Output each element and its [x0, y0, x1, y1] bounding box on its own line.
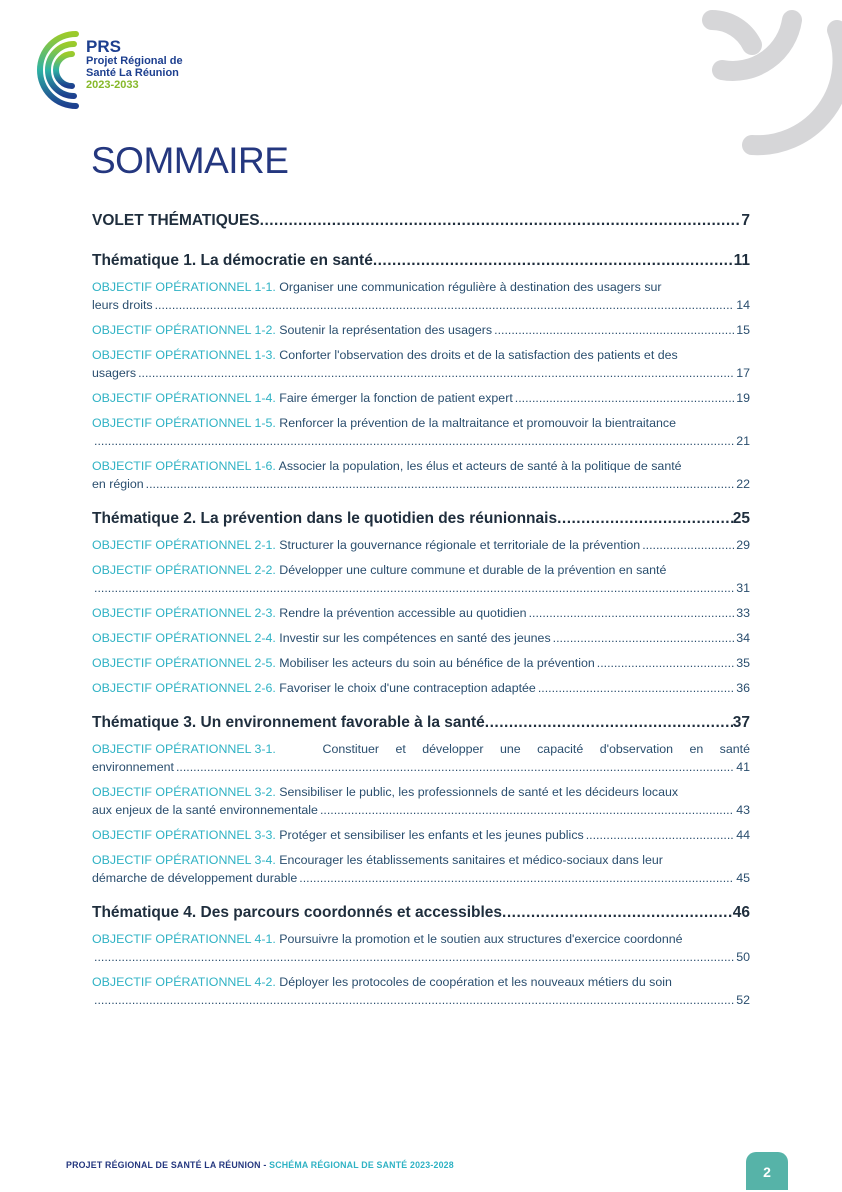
objective-title: Investir sur les compétences en santé des jeunes [279, 631, 551, 645]
toc-theme-2[interactable] [92, 510, 750, 528]
toc-theme-page: 25 [732, 510, 750, 527]
footer-left: PROJET RÉGIONAL DE SANTÉ LA RÉUNION - [66, 1160, 267, 1170]
objective-page: 41 [736, 760, 750, 774]
objective-code: OBJECTIF OPÉRATIONNEL 2-3. [92, 606, 276, 620]
objective-title-cont: démarche de développement durable [92, 871, 298, 885]
toc-objective-2-1[interactable] [92, 536, 750, 554]
leader-dots [94, 432, 734, 450]
objective-code: OBJECTIF OPÉRATIONNEL 3-3. [92, 828, 276, 842]
objective-page: 50 [736, 950, 750, 964]
leader-dots [515, 389, 734, 407]
leader-dots [94, 579, 734, 597]
logo-text [86, 38, 183, 92]
objective-title-cont: environnement [92, 760, 174, 774]
leader-dots [494, 321, 734, 339]
toc-objective-1-6[interactable] [92, 457, 750, 493]
logo-title: PRS [86, 37, 121, 56]
objective-title-cont: en région [92, 477, 144, 491]
objective-code: OBJECTIF OPÉRATIONNEL 1-3. [92, 348, 276, 362]
objective-code: OBJECTIF OPÉRATIONNEL 2-5. [92, 656, 276, 670]
toc-objective-3-3[interactable] [92, 826, 750, 844]
objective-code: OBJECTIF OPÉRATIONNEL 1-2. [92, 323, 276, 337]
toc-objective-1-1[interactable] [92, 278, 750, 314]
objective-page: 44 [736, 828, 750, 842]
objective-page: 19 [736, 391, 750, 405]
table-of-contents [92, 212, 750, 1009]
objective-code: OBJECTIF OPÉRATIONNEL 1-1. [92, 280, 276, 294]
toc-objective-2-4[interactable] [92, 629, 750, 647]
toc-volet[interactable] [92, 212, 750, 230]
leader-dots [138, 364, 734, 382]
toc-theme-label: Thématique 4. Des parcours coordonnés et accessibles [92, 904, 503, 921]
objective-page: 17 [736, 366, 750, 380]
leader-dots [94, 991, 734, 1009]
leader-dots [146, 475, 735, 493]
toc-objective-2-2[interactable] [92, 561, 750, 597]
objective-page: 31 [736, 581, 750, 595]
toc-volet-page: 7 [741, 212, 750, 229]
objective-title-cont: leurs droits [92, 298, 153, 312]
objective-page: 36 [736, 681, 750, 695]
objective-title: Mobiliser les acteurs du soin au bénéfice de la prévention [279, 656, 595, 670]
toc-theme-label: Thématique 2. La prévention dans le quotidien des réunionnais [92, 510, 558, 527]
objective-title: Faire émerger la fonction de patient expert [279, 391, 513, 405]
toc-objective-1-4[interactable] [92, 389, 750, 407]
objective-page: 33 [736, 606, 750, 620]
objective-title: Associer la population, les élus et acteurs de santé à la politique de santé [278, 459, 682, 473]
objective-title: Renforcer la prévention de la maltraitance et promouvoir la bientraitance [279, 416, 676, 430]
objective-title: Soutenir la représentation des usagers [279, 323, 493, 337]
objective-title: Constituer et développer une capacité d'observation en santé [322, 742, 750, 756]
logo-line1: Projet Régional de [86, 55, 183, 68]
toc-objective-3-2[interactable] [92, 783, 750, 819]
toc-objective-1-3[interactable] [92, 346, 750, 382]
page-title: SOMMAIRE [91, 140, 289, 181]
logo-line2: Santé La Réunion [86, 67, 179, 80]
leader-dots [597, 654, 734, 672]
objective-page: 15 [736, 323, 750, 337]
toc-volet-label: VOLET THÉMATIQUES [92, 212, 260, 229]
toc-objective-2-5[interactable] [92, 654, 750, 672]
leader-dots [155, 296, 735, 314]
leader-dots [320, 801, 734, 819]
objective-title: Organiser une communication régulière à destination des usagers sur [279, 280, 662, 294]
toc-theme-page: 46 [732, 904, 750, 921]
objective-title: Poursuivre la promotion et le soutien aux structures d'exercice coordonné [279, 932, 683, 946]
toc-objective-2-3[interactable] [92, 604, 750, 622]
objective-code: OBJECTIF OPÉRATIONNEL 2-1. [92, 538, 276, 552]
toc-objective-1-5[interactable] [92, 414, 750, 450]
toc-objective-2-6[interactable] [92, 679, 750, 697]
objective-code: OBJECTIF OPÉRATIONNEL 1-5. [92, 416, 276, 430]
objective-code: OBJECTIF OPÉRATIONNEL 3-1. [92, 742, 276, 756]
toc-theme-3[interactable] [92, 714, 750, 732]
logo-years: 2023-2033 [86, 79, 139, 92]
objective-title-cont: aux enjeux de la santé environnementale [92, 803, 318, 817]
toc-theme-label: Thématique 3. Un environnement favorable à la santé [92, 714, 485, 731]
footer-right: SCHÉMA RÉGIONAL DE SANTÉ 2023-2028 [269, 1160, 454, 1170]
objective-title: Structurer la gouvernance régionale et territoriale de la prévention [279, 538, 641, 552]
objective-title-cont: usagers [92, 366, 137, 380]
objective-title: Développer une culture commune et durable de la prévention en santé [279, 563, 667, 577]
objective-title: Déployer les protocoles de coopération et les nouveaux métiers du soin [279, 975, 672, 989]
objective-page: 22 [736, 477, 750, 491]
leader-dots [557, 510, 733, 528]
objective-code: OBJECTIF OPÉRATIONNEL 1-6. [92, 459, 276, 473]
page-number-tab: 2 [746, 1152, 788, 1190]
objective-code: OBJECTIF OPÉRATIONNEL 4-1. [92, 932, 276, 946]
toc-theme-page: 37 [732, 714, 750, 731]
objective-page: 14 [736, 298, 750, 312]
leader-dots [176, 758, 734, 776]
leader-dots [529, 604, 735, 622]
objective-page: 43 [736, 803, 750, 817]
objective-code: OBJECTIF OPÉRATIONNEL 4-2. [92, 975, 276, 989]
leader-dots [642, 536, 734, 554]
objective-code: OBJECTIF OPÉRATIONNEL 2-4. [92, 631, 276, 645]
objective-title: Rendre la prévention accessible au quotidien [279, 606, 527, 620]
objective-page: 52 [736, 993, 750, 1007]
leader-dots [485, 714, 733, 732]
leader-dots [299, 869, 734, 887]
objective-page: 45 [736, 871, 750, 885]
objective-code: OBJECTIF OPÉRATIONNEL 2-6. [92, 681, 276, 695]
toc-objective-3-4[interactable] [92, 851, 750, 887]
prs-logo-icon [24, 28, 86, 112]
objective-page: 35 [736, 656, 750, 670]
objective-code: OBJECTIF OPÉRATIONNEL 1-4. [92, 391, 276, 405]
leader-dots [553, 629, 735, 647]
objective-title: Sensibiliser le public, les professionnels de santé et les décideurs locaux [279, 785, 679, 799]
leader-dots [94, 948, 734, 966]
objective-title: Conforter l'observation des droits et de la satisfaction des patients et des [279, 348, 678, 362]
toc-objective-3-1[interactable] [92, 740, 750, 776]
objective-page: 29 [736, 538, 750, 552]
leader-dots [373, 252, 734, 270]
toc-theme-page: 11 [733, 252, 750, 269]
toc-objective-1-2[interactable] [92, 321, 750, 339]
objective-code: OBJECTIF OPÉRATIONNEL 3-4. [92, 853, 276, 867]
objective-page: 21 [736, 434, 750, 448]
objective-title: Favoriser le choix d'une contraception adaptée [279, 681, 536, 695]
objective-title: Encourager les établissements sanitaires et médico-sociaux dans leur [279, 853, 663, 867]
leader-dots [502, 904, 733, 922]
objective-page: 34 [736, 631, 750, 645]
toc-objective-4-1[interactable] [92, 930, 750, 966]
leader-dots [260, 212, 742, 230]
page-footer [66, 1160, 454, 1170]
leader-dots [538, 679, 734, 697]
decorative-swirl-icon [692, 0, 842, 165]
toc-theme-label: Thématique 1. La démocratie en santé [92, 252, 373, 269]
toc-theme-4[interactable] [92, 904, 750, 922]
toc-theme-1[interactable] [92, 252, 750, 270]
leader-dots [586, 826, 734, 844]
objective-code: OBJECTIF OPÉRATIONNEL 3-2. [92, 785, 276, 799]
objective-title: Protéger et sensibiliser les enfants et les jeunes publics [279, 828, 584, 842]
objective-code: OBJECTIF OPÉRATIONNEL 2-2. [92, 563, 276, 577]
toc-objective-4-2[interactable] [92, 973, 750, 1009]
